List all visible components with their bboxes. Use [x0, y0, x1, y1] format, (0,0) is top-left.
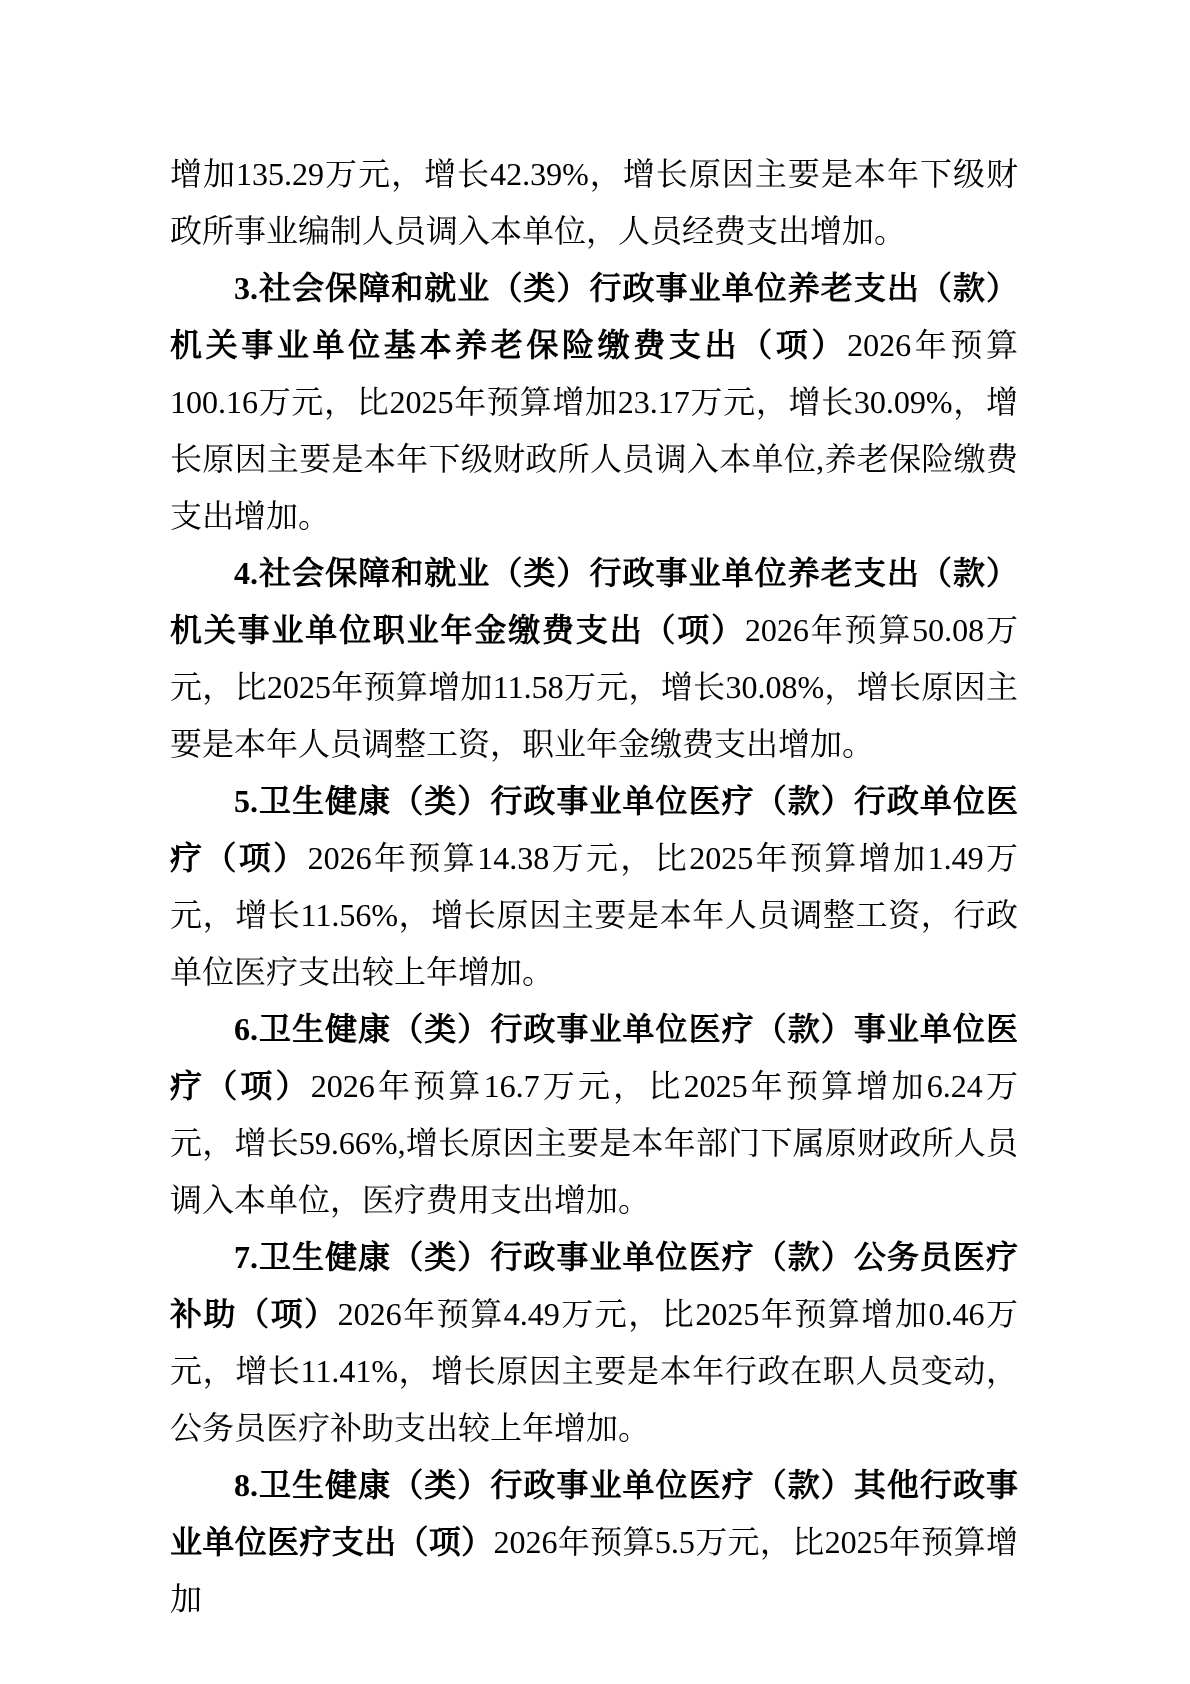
para-item-4	[170, 545, 1018, 773]
item-heading-segment: 3.社会保障和就业（类）行政事业单位养老支出（款）机关事业单位基本养老保险缴费支出（项）	[170, 270, 1018, 363]
document-body	[170, 146, 1018, 1628]
para-continuation	[170, 146, 1018, 260]
item-heading-segment: 7.卫生健康（类）行政事业单位医疗（款）公务员医疗补助（项）	[170, 1239, 1018, 1332]
body-text-segment: 2026年预算50.08万元，比2025年预算增加11.58万元，增长30.08%，增长原因主要是本年人员调整工资，职业年金缴费支出增加。	[170, 612, 1018, 762]
para-item-8	[170, 1457, 1018, 1628]
item-heading-segment: 8.卫生健康（类）行政事业单位医疗（款）其他行政事业单位医疗支出（项）	[170, 1467, 1018, 1560]
para-item-3	[170, 260, 1018, 545]
body-text-segment: 2026年预算4.49万元，比2025年预算增加0.46万元，增长11.41%，增长原因主要是本年行政在职人员变动，公务员医疗补助支出较上年增加。	[170, 1296, 1018, 1446]
item-heading-segment: 5.卫生健康（类）行政事业单位医疗（款）行政单位医疗（项）	[170, 783, 1018, 876]
item-heading-segment: 6.卫生健康（类）行政事业单位医疗（款）事业单位医疗（项）	[170, 1011, 1018, 1104]
body-text-segment: 2026年预算14.38万元，比2025年预算增加1.49万元，增长11.56%，增长原因主要是本年人员调整工资，行政单位医疗支出较上年增加。	[170, 840, 1018, 990]
para-item-7	[170, 1229, 1018, 1457]
body-text-segment: 2026年预算5.5万元，比2025年预算增加	[170, 1524, 1018, 1617]
item-heading-segment: 4.社会保障和就业（类）行政事业单位养老支出（款）机关事业单位职业年金缴费支出（项）	[170, 555, 1018, 648]
body-text-segment: 2026年预算100.16万元，比2025年预算增加23.17万元，增长30.09%，增长原因主要是本年下级财政所人员调入本单位,养老保险缴费支出增加。	[170, 327, 1018, 534]
body-text-segment: 增加135.29万元，增长42.39%，增长原因主要是本年下级财政所事业编制人员调入本单位，人员经费支出增加。	[170, 156, 1018, 249]
para-item-5	[170, 773, 1018, 1001]
para-item-6	[170, 1001, 1018, 1229]
body-text-segment: 2026年预算16.7万元，比2025年预算增加6.24万元，增长59.66%,增长原因主要是本年部门下属原财政所人员调入本单位，医疗费用支出增加。	[170, 1068, 1018, 1218]
